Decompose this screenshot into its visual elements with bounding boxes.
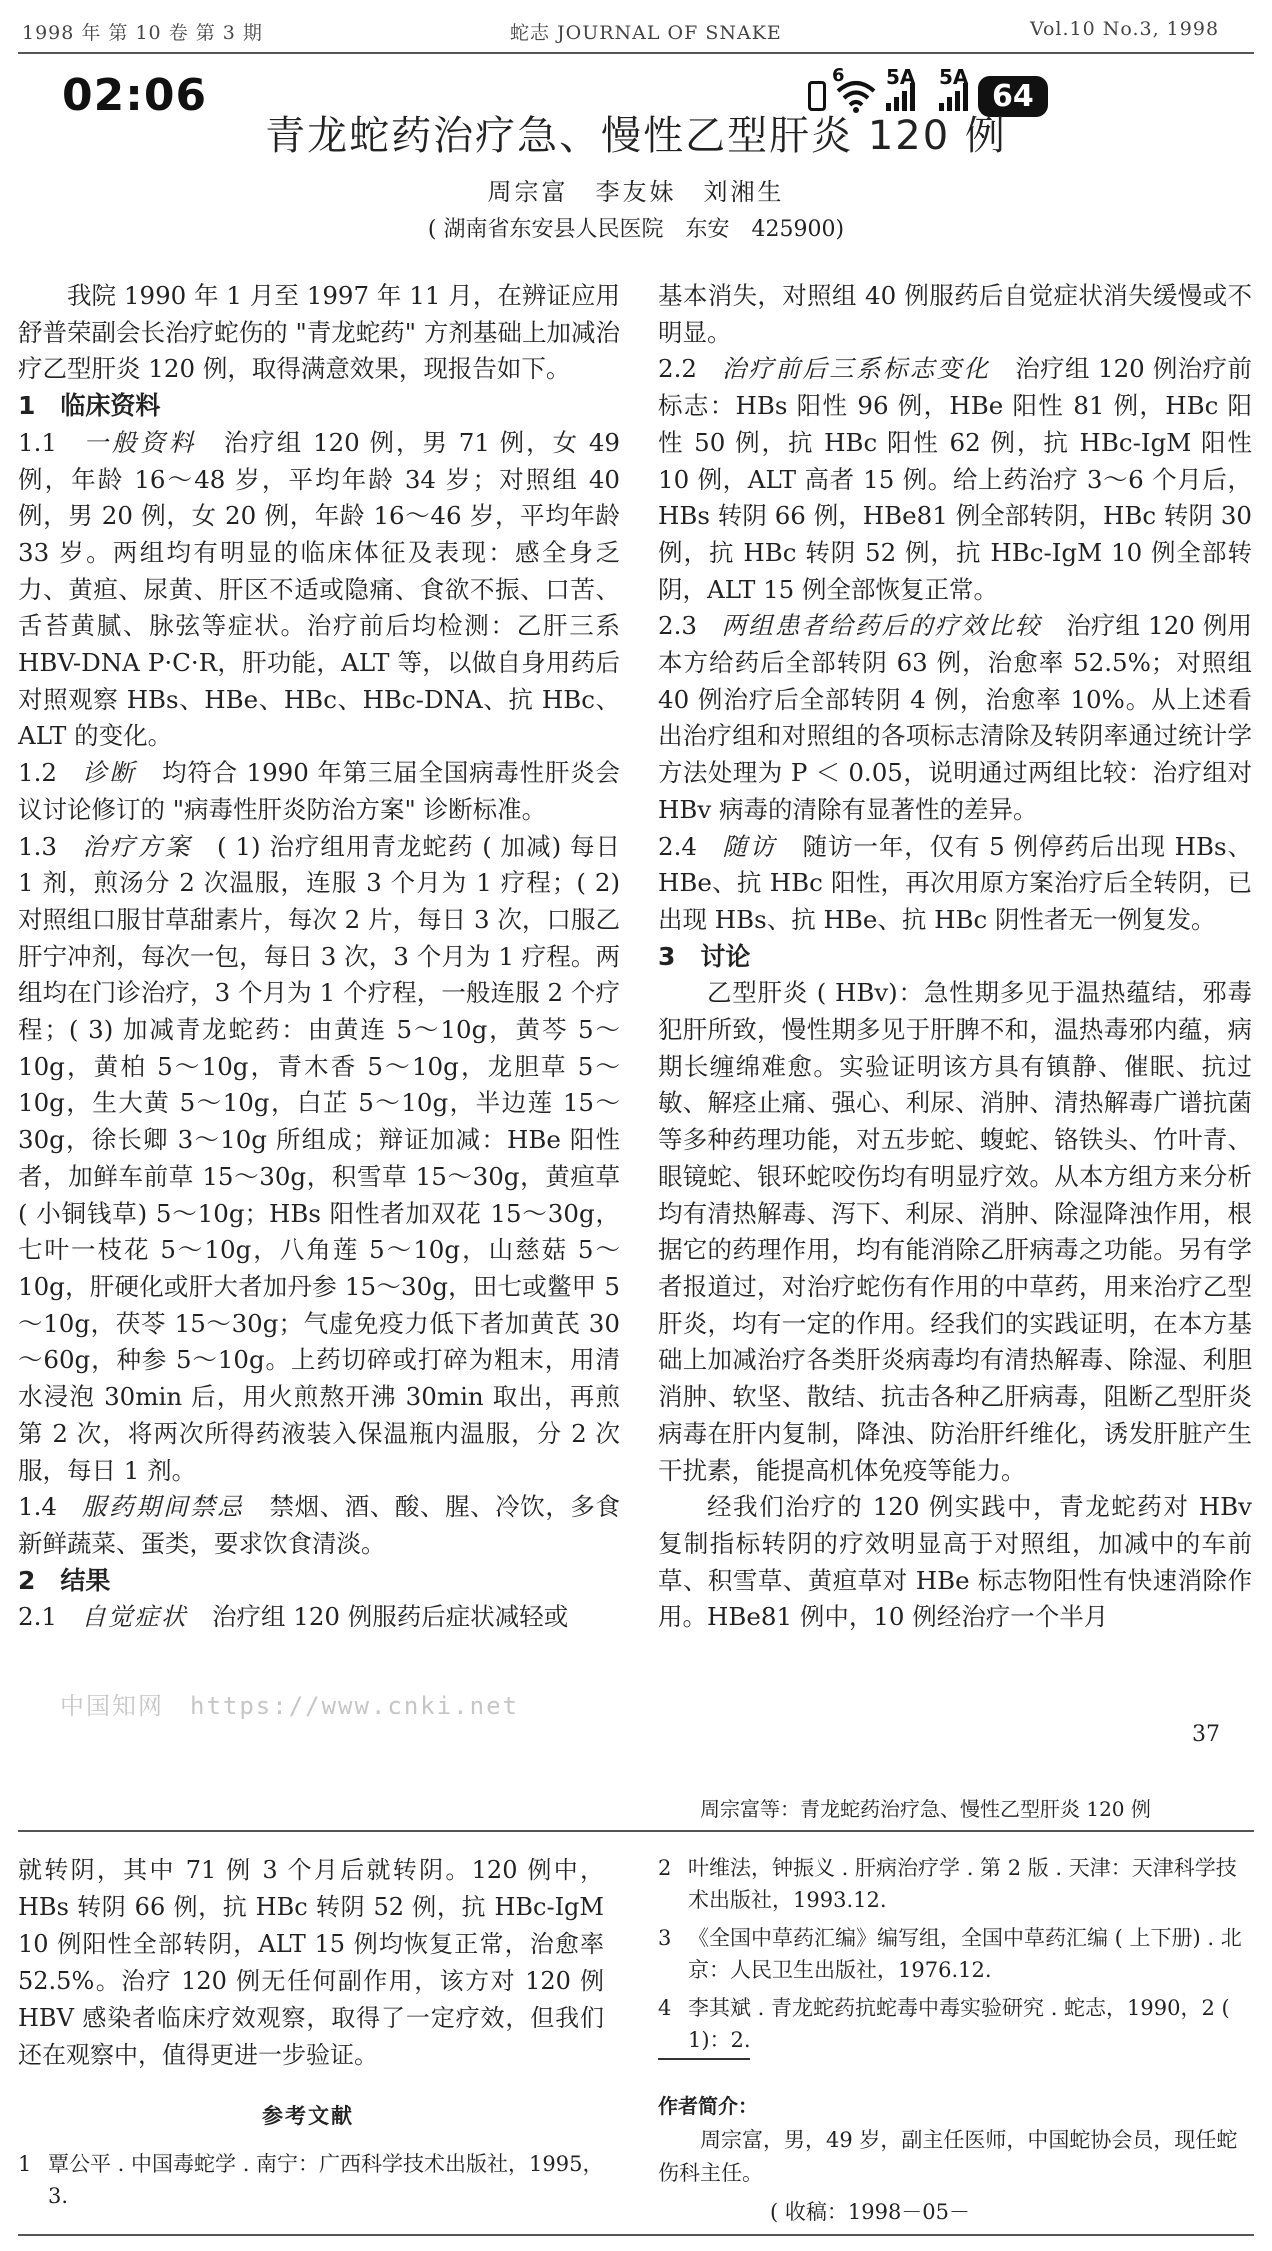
page2-body-paragraph: 就转阴，其中 71 例 3 个月后就转阴。120 例中，HBs 转阴 66 例，抗 HBc 转阴 52 例，抗 HBc-IgM 10 例阳性全部转阴，ALT 15 例均恢复正常，治愈率 52.5%。治疗 120 例无任何副作用，该方对 120 例 HBV 感染者临床疗效观察，取得了一定疗效，但我们还在观察中，值得更进一步验证。 (18, 1856, 604, 2069)
running-header-right: Vol.10 No.3, 1998 (1030, 18, 1220, 40)
watermark: 中国知网 https://www.cnki.net (60, 1692, 519, 1720)
reference-number: 3 (658, 1926, 672, 1950)
body-paragraph: 经我们治疗的 120 例实践中，青龙蛇药对 HBv 复制指标转阴的疗效明显高于对照组，加减中的车前草、积雪草、黄疸草对 HBe 标志物阳性有快速消除作用。HBe81 例中，10 例经治疗一个半月 (658, 1492, 1252, 1632)
subsection-paragraph (18, 1489, 620, 1562)
battery-indicator: 64 (978, 76, 1048, 117)
running-header-center: 蛇志 JOURNAL OF SNAKE (510, 22, 782, 44)
subsection-text: 随访一年，仅有 5 例停药后出现 HBs、HBe、抗 HBc 阳性，再次用原方案治疗后全转阴，已出现 HBs、抗 HBe、抗 HBc 阴性者无一例复发。 (658, 831, 1252, 934)
references-left (18, 2148, 608, 2218)
reference-number: 2 (658, 1856, 672, 1880)
page2-running-header: 周宗富等：青龙蛇药治疗急、慢性乙型肝炎 120 例 (700, 1797, 1151, 1821)
subsection-paragraph (658, 608, 1252, 828)
reference-item (658, 1992, 1254, 2056)
subsection-number: 1.3 (18, 831, 57, 861)
subsection-text: 治疗组 120 例，男 71 例，女 49 例，年龄 16～48 岁，平均年龄 34 岁；对照组 40 例，男 20 例，女 20 例，年龄 16～46 岁，平均年龄 33 岁。两组均有明显的临床体征及表现：感全身乏力、黄疸、尿黄、肝区不适或隐痛、食欲不振、口苦、舌苔黄腻、脉弦等症状。治疗前后均检测：乙肝三系 HBV-DNA P·C·R，肝功能，ALT 等，以做自身用药后对照观察 HBs、HBe、HBc、HBc-DNA、抗 HBc、ALT 的变化。 (18, 427, 620, 751)
subsection-number: 1.2 (18, 758, 57, 788)
reference-text: 叶维法，钟振义 . 肝病治疗学 . 第 2 版 . 天津：天津科学技术出版社，1993.12. (688, 1856, 1237, 1912)
section-heading: 1 临床资料 (18, 391, 161, 421)
page2-header-rule (18, 1830, 1254, 1832)
header-rule (18, 52, 1254, 54)
author-bio-heading: 作者简介： (658, 2094, 758, 2118)
bottom-rule (18, 2234, 1254, 2236)
subsection-paragraph (18, 1599, 620, 1636)
subsection-number: 1.1 (18, 427, 57, 457)
reference-number: 4 (658, 1996, 672, 2020)
subsection-title: 服药期间禁忌 (81, 1492, 245, 1522)
article-authors: 周宗富 李友妹 刘湘生 (487, 178, 785, 206)
subsection-paragraph (18, 755, 620, 828)
subsection-text: 均符合 1990 年第三届全国病毒性肝炎会议讨论修订的 "病毒性肝炎防治方案" 诊断标准。 (18, 758, 620, 824)
subsection-title: 两组患者给药后的疗效比较 (721, 611, 1042, 641)
section-heading: 3 讨论 (658, 941, 751, 971)
subsection-paragraph (658, 829, 1252, 939)
subsection-number: 1.4 (18, 1492, 57, 1522)
subsection-text: 禁烟、酒、酸、腥、冷饮，多食新鲜蔬菜、蛋类，要求饮食清淡。 (18, 1492, 621, 1558)
subsection-number: 2.2 (658, 354, 697, 384)
reference-text: 《全国中草药汇编》编写组，全国中草药汇编 ( 上下册) . 北京：人民卫生出版社，1976.12. (688, 1926, 1242, 1982)
footnote-rule (658, 2058, 750, 2060)
reference-number: 1 (18, 2152, 32, 2176)
reference-item (658, 1922, 1254, 1986)
subsection-text: 治疗组 120 例用本方给药后全部转阴 63 例，治愈率 52.5%；对照组 40 例治疗后全部转阴 4 例，治愈率 10%。从上述看出治疗组和对照组的各项标志清除及转阴率通过统计学方法处理为 P ＜ 0.05，说明通过两组比较：治疗组对 HBv 病毒的清除有显著性的差异。 (658, 611, 1253, 824)
subsection-title: 诊断 (81, 758, 137, 788)
subsection-title: 一般资料 (81, 427, 198, 457)
reference-text: 覃公平 . 中国毒蛇学 . 南宁：广西科学技术出版社，1995，3. (48, 2152, 604, 2208)
subsection-paragraph (658, 351, 1252, 608)
subsection-paragraph (18, 425, 620, 755)
body-paragraph: 乙型肝炎 ( HBv)：急性期多见于温热蕴结，邪毒犯肝所致，慢性期多见于肝脾不和，温热毒邪内蕴，病期长缠绵难愈。实验证明该方具有镇静、催眠、抗过敏、解痉止痛、强心、利尿、消肿、清热解毒广谱抗菌等多种药理功能，对五步蛇、蝮蛇、铬铁头、竹叶青、眼镜蛇、银环蛇咬伤均有明显疗效。从本方组方来分析均有清热解毒、泻下、利尿、消肿、除湿降浊作用，根据它的药理作用，均有能消除乙肝病毒之功能。另有学者报道过，对治疗蛇伤有作用的中草药，用来治疗乙型肝炎，均有一定的作用。经我们的实践证明，在本方基础上加减治疗各类肝炎病毒均有清热解毒、除湿、利胆消肿、软坚、散结、抗击各种乙肝病毒，阻断乙型肝炎病毒在肝内复制，降浊、防治肝纤维化，诱发肝脏产生干扰素，能提高机体免疫等能力。 (658, 978, 1252, 1485)
status-time: 02:06 (62, 70, 208, 121)
subsection-paragraph (18, 829, 620, 1490)
subsection-title: 治疗方案 (81, 831, 193, 861)
references-right (658, 1852, 1254, 2062)
references-heading: 参考文献 (262, 2104, 354, 2128)
subsection-title: 自觉症状 (81, 1602, 188, 1632)
subsection-text: ( 1) 治疗组用青龙蛇药 ( 加减) 每日 1 剂，煎汤分 2 次温服，连服 3 个月为 1 疗程；( 2) 对照组口服甘草甜素片，每次 2 片，每日 3 次，口服乙肝宁冲剂，每次一包，每日 3 次，3 个月为 1 疗程。两组均在门诊治疗，3 个月为 1 个疗程，一般连服 2 个疗程；( 3) 加减青龙蛇药：由黄连 5～10g，黄芩 5～10g，黄柏 5～10g，青木香 5～10g，龙胆草 5～10g，生大黄 5～10g，白芷 5～10g，半边莲 15～30g，徐长卿 3～10g 所组成；辩证加减：HBe 阳性者，加鲜车前草 15～30g，积雪草 15～30g，黄疸草 ( 小铜钱草) 5～10g；HBs 阳性者加双花 15～30g，七叶一枝花 5～10g，八角莲 5～10g，山慈菇 5～10g，肝硬化或肝大者加丹参 15～30g，田七或鳖甲 5～10g，茯苓 15～30g；气虚免疫力低下者加黄芪 30～60g，种参 5～10g。上药切碎或打碎为粗末，用清水浸泡 30min 后，用火煎熬开沸 30min 取出，再煎第 2 次，将两次所得药液装入保温瓶内温服，分 2 次服，每日 1 剂。 (18, 831, 621, 1485)
page1-left-column (18, 278, 620, 1636)
received-date: ( 收稿：1998－05－ (770, 2200, 971, 2224)
page-number: 37 (1192, 1722, 1220, 1747)
subsection-number: 2.3 (658, 611, 697, 641)
reference-item (18, 2148, 608, 2212)
body-paragraph: 基本消失，对照组 40 例服药后自觉症状消失缓慢或不明显。 (658, 281, 1252, 347)
network-2-label: 5A (939, 65, 969, 89)
subsection-text: 治疗组 120 例服药后症状减轻或 (211, 1602, 569, 1632)
article-affiliation: ( 湖南省东安县人民医院 东安 425900) (427, 217, 845, 242)
reference-text: 李其斌 . 青龙蛇药抗蛇毒中毒实验研究 . 蛇志，1990，2 ( 1)：2. (688, 1996, 1230, 2052)
subsection-title: 治疗前后三系标志变化 (721, 354, 991, 384)
wifi-label: 6 (832, 65, 845, 86)
subsection-title: 随访 (721, 831, 778, 861)
reference-item (658, 1852, 1254, 1916)
running-header-left: 1998 年 第 10 卷 第 3 期 (22, 22, 263, 44)
network-1-label: 5A (886, 65, 916, 89)
section-heading: 2 结果 (18, 1565, 111, 1595)
subsection-text: 治疗组 120 例治疗前标志：HBs 阳性 96 例，HBe 阳性 81 例，HBc 阳性 50 例，抗 HBc 阳性 62 例，抗 HBc-IgM 阳性 10 例，ALT 高者 15 例。给上药治疗 3～6 个月后，HBs 转阴 66 例，HBe81 例全部转阴，HBc 转阴 30 例，抗 HBc 转阴 52 例，抗 HBc-IgM 10 例全部转阴，ALT 15 例全部恢复正常。 (658, 354, 1252, 604)
article-title: 青龙蛇药治疗急、慢性乙型肝炎 120 例 (265, 113, 1007, 159)
subsection-number: 2.4 (658, 831, 697, 861)
body-paragraph: 我院 1990 年 1 月至 1997 年 11 月，在辨证应用舒普荣副会长治疗蛇伤的 "青龙蛇药" 方剂基础上加减治疗乙型肝炎 120 例，取得满意效果，现报告如下。 (18, 281, 620, 384)
page1-right-column (658, 278, 1252, 1636)
author-bio: 周宗富，男，49 岁，副主任医师，中国蛇协会员，现任蛇伤科主任。 (658, 2128, 1238, 2185)
page2-left-column (18, 1852, 604, 2074)
subsection-number: 2.1 (18, 1602, 57, 1632)
